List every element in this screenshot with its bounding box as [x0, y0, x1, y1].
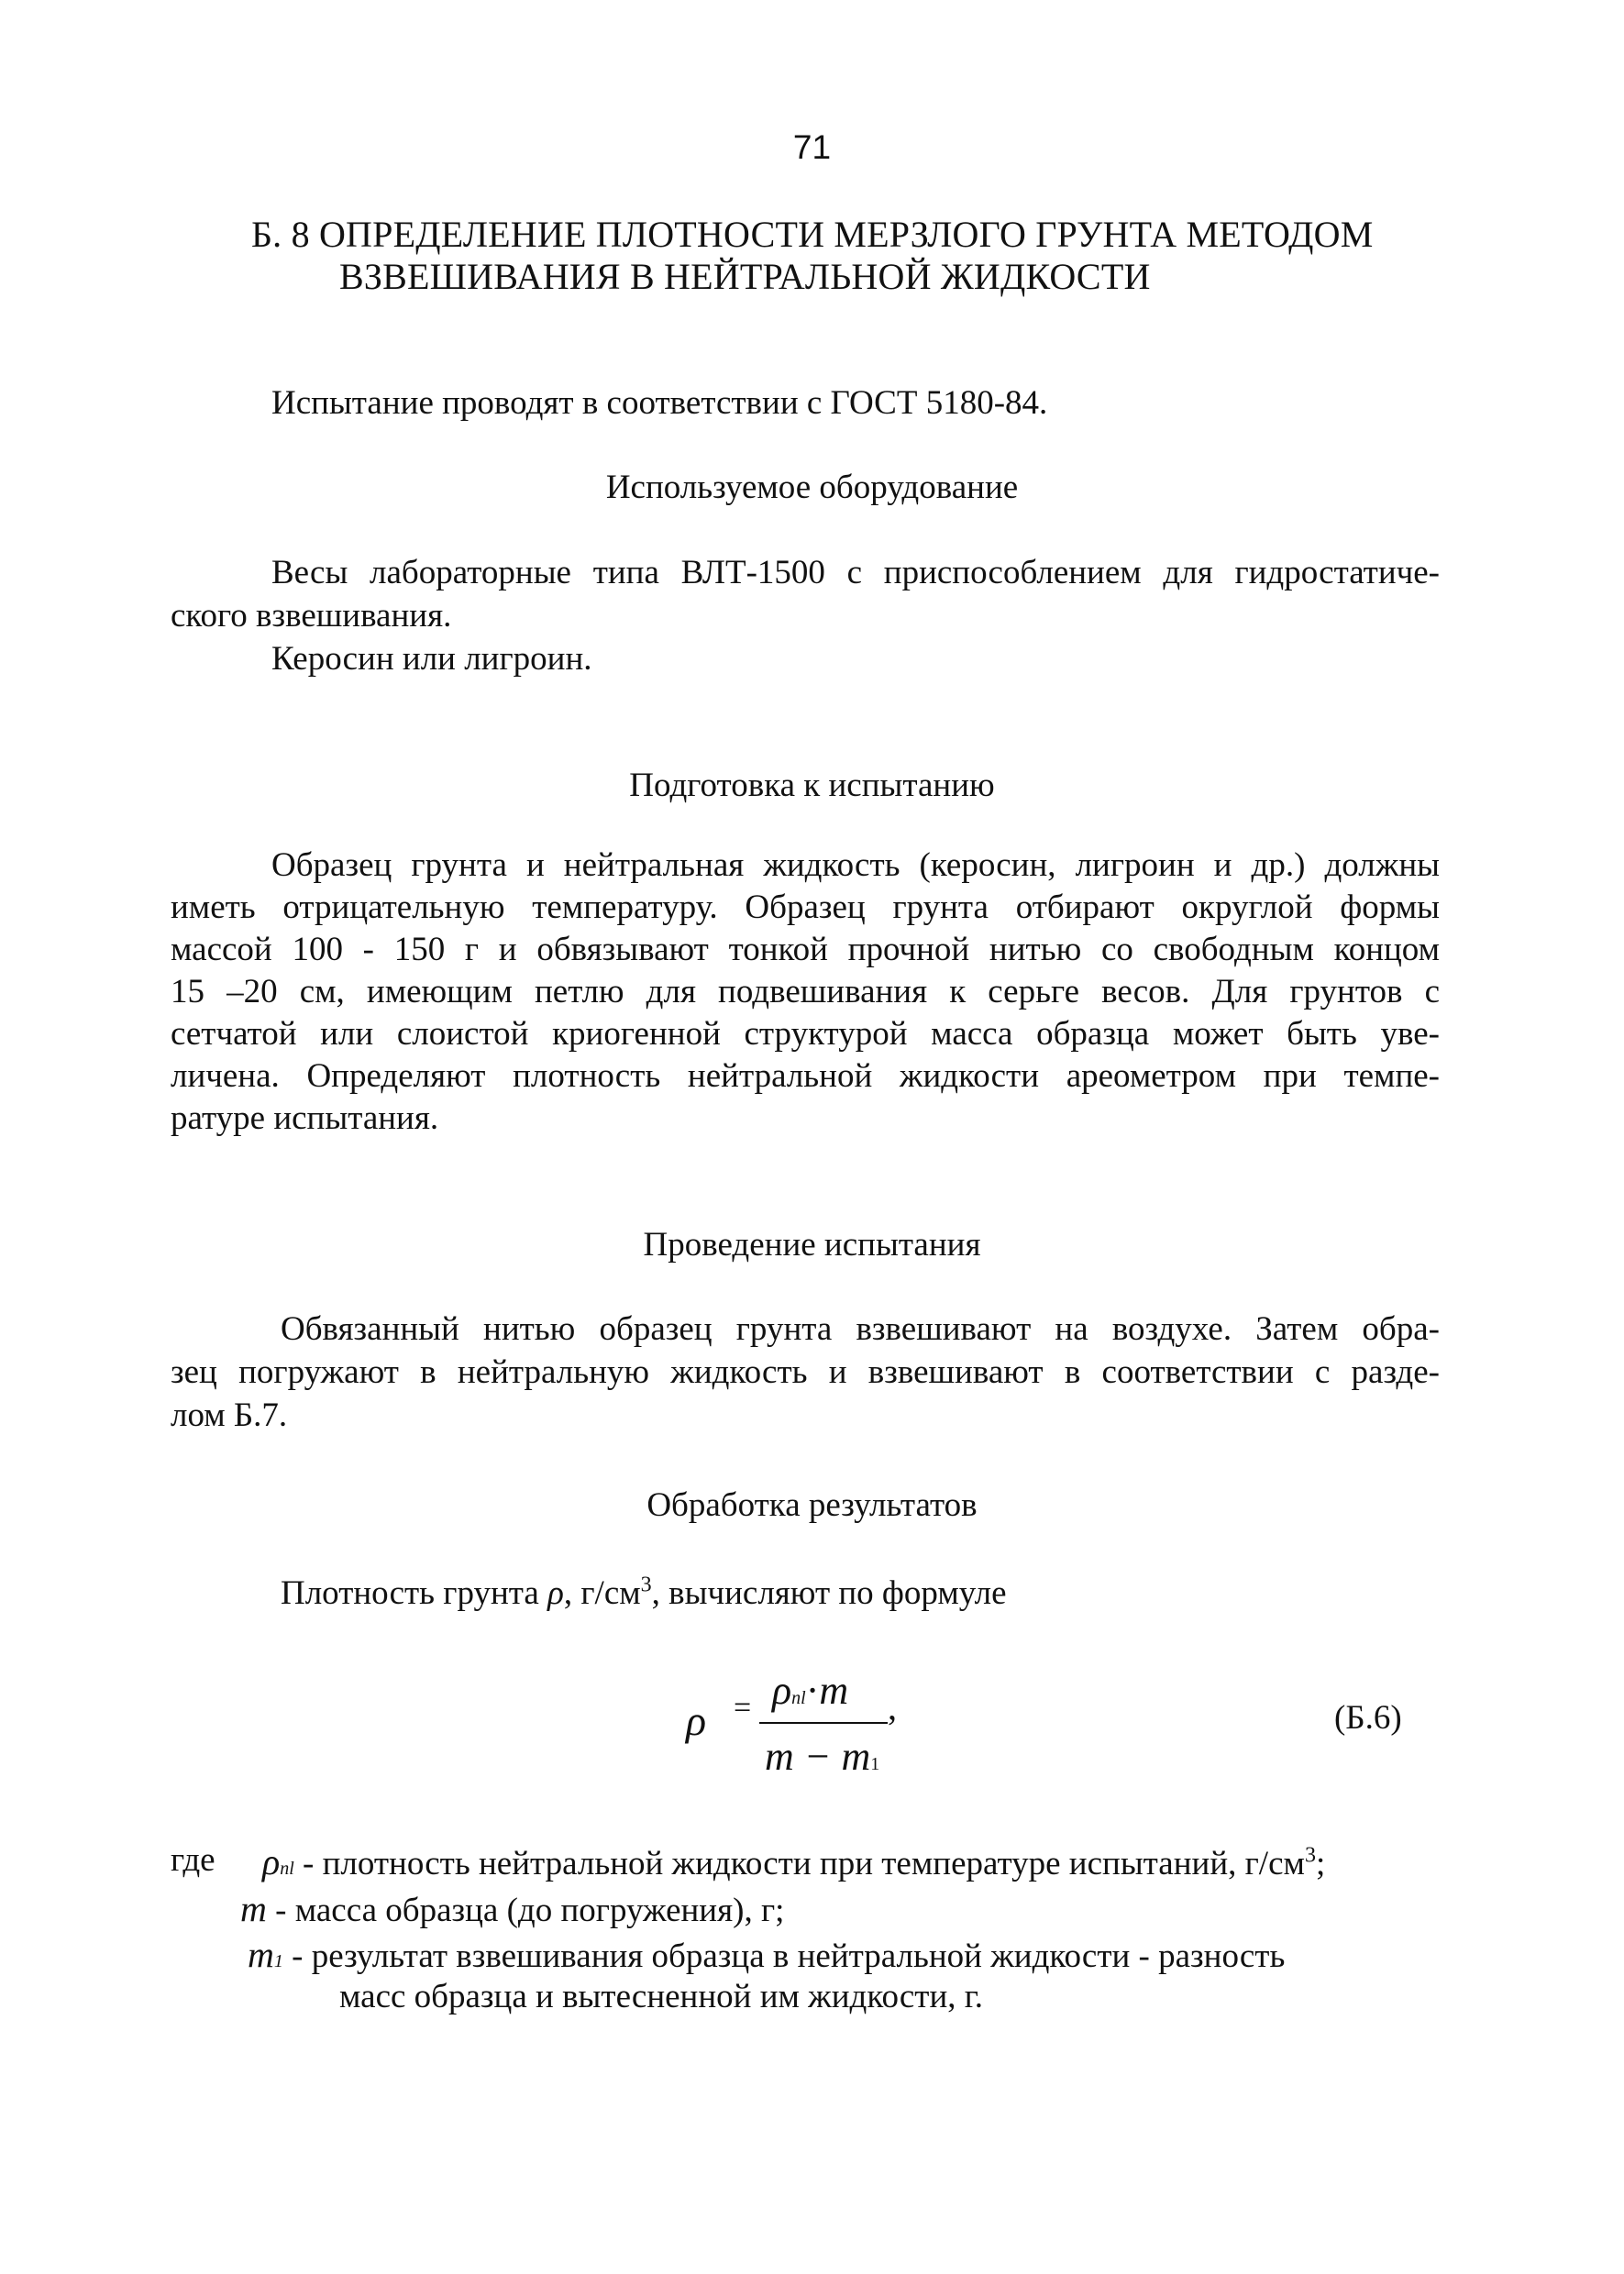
definition-item-m1: [248, 1933, 1285, 1976]
procedure-heading: Проведение испытания: [643, 1226, 981, 1264]
def-symbol-m1: m: [248, 1934, 274, 1975]
equipment-heading: Используемое оборудование: [605, 469, 1019, 506]
procedure-line-2: зец погружают в нейтральную жидкость и взвешивают в соответствии с разде-: [171, 1353, 1440, 1391]
def-text-m1: - результат взвешивания образца в нейтральной жидкости - разность: [292, 1937, 1286, 1975]
section-title-line-1: Б. 8 ОПРЕДЕЛЕНИЕ ПЛОТНОСТИ МЕРЗЛОГО ГРУНТА МЕТОДОМ: [251, 214, 1374, 255]
definition-continuation: масс образца и вытесненной им жидкости, г.: [339, 1978, 984, 2015]
preparation-heading: Подготовка к испытанию: [629, 767, 995, 804]
formula-num-rho: ρ: [772, 1668, 792, 1713]
formula-equals: =: [734, 1691, 752, 1725]
def-text-rho: - плотность нейтральной жидкости при температуре испытаний, г/см: [303, 1845, 1305, 1882]
def-symbol-rho: ρ: [262, 1841, 281, 1882]
formula-comma: ,: [888, 1686, 897, 1728]
fraction-bar: [759, 1722, 888, 1724]
results-intro-end: , вычисляют по формуле: [651, 1574, 1007, 1612]
formula-denominator: [765, 1733, 879, 1780]
preparation-line-4: 15 –20 см, имеющим петлю для подвешивания к серьге весов. Для грунтов с: [171, 973, 1440, 1010]
def-symbol-m: m: [240, 1888, 267, 1929]
formula-den: m − m: [765, 1734, 871, 1779]
def-text-rho-sup: 3: [1304, 1843, 1316, 1868]
formula-num-m: m: [819, 1668, 849, 1713]
preparation-line-1: Образец грунта и нейтральная жидкость (керосин, лигроин и др.) должны: [271, 846, 1440, 884]
formula-lhs: ρ: [686, 1697, 707, 1744]
formula-num-dot: ·: [805, 1668, 820, 1713]
results-intro: [281, 1573, 1007, 1613]
def-symbol-m1-sub: 1: [273, 1951, 283, 1971]
procedure-line-3: лом Б.7.: [171, 1396, 288, 1434]
equipment-line-2: ского взвешивания.: [171, 597, 452, 635]
unit-superscript: 3: [640, 1573, 652, 1597]
definition-item-rho: [262, 1840, 1325, 1883]
page-number: 71: [792, 128, 832, 166]
section-title-line-2: ВЗВЕШИВАНИЯ В НЕЙТРАЛЬНОЙ ЖИДКОСТИ: [339, 256, 1151, 297]
equipment-line-1: Весы лабораторные типа ВЛТ-1500 с приспособлением для гидростатиче-: [271, 554, 1440, 591]
procedure-line-1: Обвязанный нитью образец грунта взвешивают на воздухе. Затем обра-: [281, 1310, 1440, 1348]
results-intro-unit: , г/см: [563, 1574, 641, 1612]
formula-label: (Б.6): [1334, 1699, 1402, 1737]
preparation-line-7: ратуре испытания.: [171, 1099, 439, 1137]
formula-num-rho-sub: nl: [791, 1688, 806, 1708]
preparation-line-6: личена. Определяют плотность нейтральной жидкости ареометром при темпе-: [171, 1057, 1440, 1095]
rho-symbol: ρ: [547, 1574, 564, 1612]
intro-paragraph: Испытание проводят в соответствии с ГОСТ 5180-84.: [271, 384, 1048, 422]
equipment-line-3: Керосин или лигроин.: [271, 640, 592, 678]
results-heading: Обработка результатов: [646, 1486, 978, 1524]
formula-numerator: [772, 1667, 848, 1714]
preparation-line-3: массой 100 - 150 г и обвязывают тонкой прочной нитью со свободным концом: [171, 931, 1440, 968]
preparation-line-2: иметь отрицательную температуру. Образец грунта отбирают округлой формы: [171, 889, 1440, 926]
definition-item-m: [240, 1887, 784, 1930]
results-intro-text: Плотность грунта: [281, 1574, 548, 1612]
def-text-m: - масса образца (до погружения), г;: [275, 1892, 785, 1929]
def-symbol-rho-sub: nl: [280, 1859, 294, 1879]
def-text-rho-end: ;: [1315, 1845, 1326, 1882]
formula-den-sub: 1: [870, 1754, 880, 1774]
definitions-where: где: [171, 1841, 215, 1879]
preparation-line-5: сетчатой или слоистой криогенной структурой масса образца может быть уве-: [171, 1015, 1440, 1053]
